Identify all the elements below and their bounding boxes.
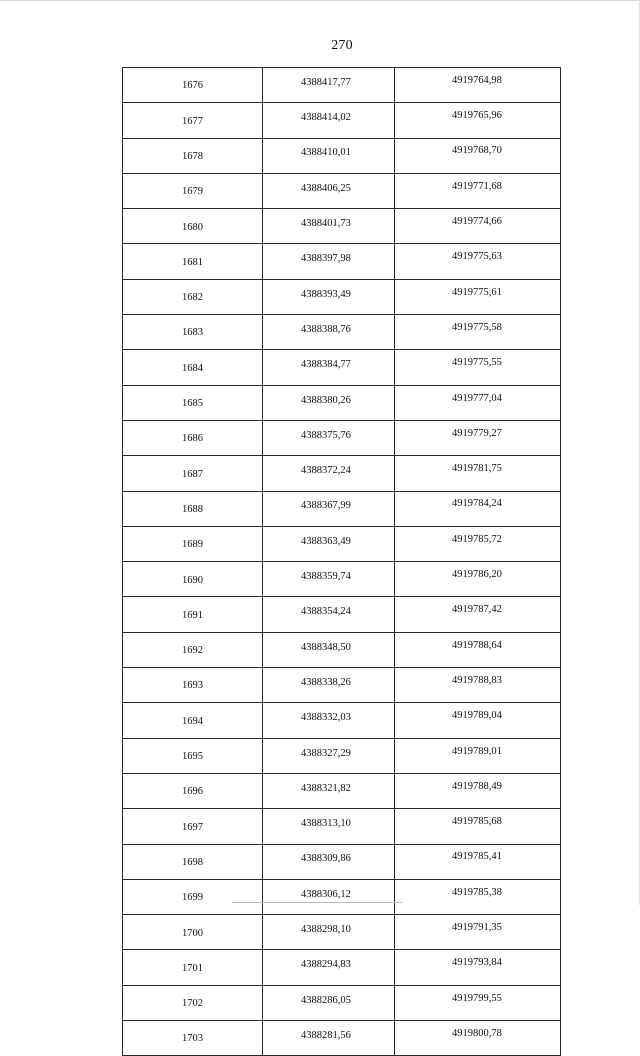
y-coordinate-cell: 4919788,64 xyxy=(395,632,561,667)
table-row xyxy=(123,915,561,950)
y-coordinate-cell: 4919793,84 xyxy=(395,950,561,985)
x-coordinate-cell: 4388375,76 xyxy=(263,420,395,455)
y-coordinate-cell: 4919771,68 xyxy=(395,173,561,208)
table-row xyxy=(123,420,561,455)
table-row xyxy=(123,562,561,597)
point-number-cell: 1677 xyxy=(123,103,263,138)
table-row xyxy=(123,668,561,703)
table-row xyxy=(123,985,561,1020)
point-number-cell: 1688 xyxy=(123,491,263,526)
table-row xyxy=(123,68,561,103)
table-row xyxy=(123,1021,561,1056)
table-row xyxy=(123,879,561,914)
table-row xyxy=(123,597,561,632)
y-coordinate-cell: 4919784,24 xyxy=(395,491,561,526)
point-number-cell: 1687 xyxy=(123,456,263,491)
table-row xyxy=(123,173,561,208)
x-coordinate-cell: 4388384,77 xyxy=(263,350,395,385)
x-coordinate-cell: 4388338,26 xyxy=(263,668,395,703)
x-coordinate-cell: 4388406,25 xyxy=(263,173,395,208)
point-number-cell: 1684 xyxy=(123,350,263,385)
table-row xyxy=(123,279,561,314)
table-row xyxy=(123,773,561,808)
x-coordinate-cell: 4388372,24 xyxy=(263,456,395,491)
y-coordinate-cell: 4919775,58 xyxy=(395,315,561,350)
x-coordinate-cell: 4388363,49 xyxy=(263,526,395,561)
table-row xyxy=(123,244,561,279)
point-number-cell: 1686 xyxy=(123,420,263,455)
x-coordinate-cell: 4388313,10 xyxy=(263,809,395,844)
point-number-cell: 1703 xyxy=(123,1021,263,1056)
x-coordinate-cell: 4388298,10 xyxy=(263,915,395,950)
y-coordinate-cell: 4919788,49 xyxy=(395,773,561,808)
table-row xyxy=(123,526,561,561)
x-coordinate-cell: 4388294,83 xyxy=(263,950,395,985)
point-number-cell: 1695 xyxy=(123,738,263,773)
page-number: 270 xyxy=(331,38,353,53)
table-row xyxy=(123,456,561,491)
point-number-cell: 1685 xyxy=(123,385,263,420)
point-number-cell: 1700 xyxy=(123,915,263,950)
point-number-cell: 1690 xyxy=(123,562,263,597)
x-coordinate-cell: 4388348,50 xyxy=(263,632,395,667)
y-coordinate-cell: 4919789,04 xyxy=(395,703,561,738)
y-coordinate-cell: 4919764,98 xyxy=(395,68,561,103)
y-coordinate-cell: 4919779,27 xyxy=(395,420,561,455)
point-number-cell: 1689 xyxy=(123,526,263,561)
y-coordinate-cell: 4919787,42 xyxy=(395,597,561,632)
y-coordinate-cell: 4919775,55 xyxy=(395,350,561,385)
table-row xyxy=(123,738,561,773)
y-coordinate-cell: 4919800,78 xyxy=(395,1021,561,1056)
y-coordinate-cell: 4919775,61 xyxy=(395,279,561,314)
x-coordinate-cell: 4388401,73 xyxy=(263,209,395,244)
point-number-cell: 1694 xyxy=(123,703,263,738)
table-row xyxy=(123,350,561,385)
x-coordinate-cell: 4388281,56 xyxy=(263,1021,395,1056)
point-number-cell: 1692 xyxy=(123,632,263,667)
x-coordinate-cell: 4388286,05 xyxy=(263,985,395,1020)
table-row xyxy=(123,209,561,244)
y-coordinate-cell: 4919781,75 xyxy=(395,456,561,491)
x-coordinate-cell: 4388410,01 xyxy=(263,138,395,173)
x-coordinate-cell: 4388359,74 xyxy=(263,562,395,597)
x-coordinate-cell: 4388393,49 xyxy=(263,279,395,314)
x-coordinate-cell: 4388380,26 xyxy=(263,385,395,420)
page-edge-top xyxy=(0,0,640,1)
y-coordinate-cell: 4919786,20 xyxy=(395,562,561,597)
y-coordinate-cell: 4919788,83 xyxy=(395,668,561,703)
table-row xyxy=(123,844,561,879)
scan-artifact-line xyxy=(232,902,402,903)
table-row xyxy=(123,491,561,526)
x-coordinate-cell: 4388367,99 xyxy=(263,491,395,526)
y-coordinate-cell: 4919799,55 xyxy=(395,985,561,1020)
point-number-cell: 1698 xyxy=(123,844,263,879)
table-row xyxy=(123,103,561,138)
table-row xyxy=(123,703,561,738)
y-coordinate-cell: 4919789,01 xyxy=(395,738,561,773)
table-row xyxy=(123,138,561,173)
point-number-cell: 1693 xyxy=(123,668,263,703)
table-row xyxy=(123,385,561,420)
y-coordinate-cell: 4919785,68 xyxy=(395,809,561,844)
y-coordinate-cell: 4919777,04 xyxy=(395,385,561,420)
x-coordinate-cell: 4388306,12 xyxy=(263,879,395,914)
x-coordinate-cell: 4388354,24 xyxy=(263,597,395,632)
table-row xyxy=(123,632,561,667)
y-coordinate-cell: 4919765,96 xyxy=(395,103,561,138)
coordinates-table-body xyxy=(123,68,561,1056)
point-number-cell: 1678 xyxy=(123,138,263,173)
table-row xyxy=(123,950,561,985)
y-coordinate-cell: 4919768,70 xyxy=(395,138,561,173)
x-coordinate-cell: 4388327,29 xyxy=(263,738,395,773)
point-number-cell: 1680 xyxy=(123,209,263,244)
table-row xyxy=(123,315,561,350)
y-coordinate-cell: 4919775,63 xyxy=(395,244,561,279)
y-coordinate-cell: 4919791,35 xyxy=(395,915,561,950)
point-number-cell: 1697 xyxy=(123,809,263,844)
x-coordinate-cell: 4388414,02 xyxy=(263,103,395,138)
point-number-cell: 1679 xyxy=(123,173,263,208)
point-number-cell: 1696 xyxy=(123,773,263,808)
point-number-cell: 1702 xyxy=(123,985,263,1020)
point-number-cell: 1691 xyxy=(123,597,263,632)
x-coordinate-cell: 4388388,76 xyxy=(263,315,395,350)
point-number-cell: 1701 xyxy=(123,950,263,985)
y-coordinate-cell: 4919785,38 xyxy=(395,879,561,914)
point-number-cell: 1682 xyxy=(123,279,263,314)
x-coordinate-cell: 4388309,86 xyxy=(263,844,395,879)
y-coordinate-cell: 4919774,66 xyxy=(395,209,561,244)
y-coordinate-cell: 4919785,41 xyxy=(395,844,561,879)
x-coordinate-cell: 4388417,77 xyxy=(263,68,395,103)
x-coordinate-cell: 4388321,82 xyxy=(263,773,395,808)
point-number-cell: 1683 xyxy=(123,315,263,350)
table-row xyxy=(123,809,561,844)
coordinates-table xyxy=(122,67,561,1056)
point-number-cell: 1699 xyxy=(123,879,263,914)
point-number-cell: 1681 xyxy=(123,244,263,279)
x-coordinate-cell: 4388397,98 xyxy=(263,244,395,279)
point-number-cell: 1676 xyxy=(123,68,263,103)
x-coordinate-cell: 4388332,03 xyxy=(263,703,395,738)
y-coordinate-cell: 4919785,72 xyxy=(395,526,561,561)
